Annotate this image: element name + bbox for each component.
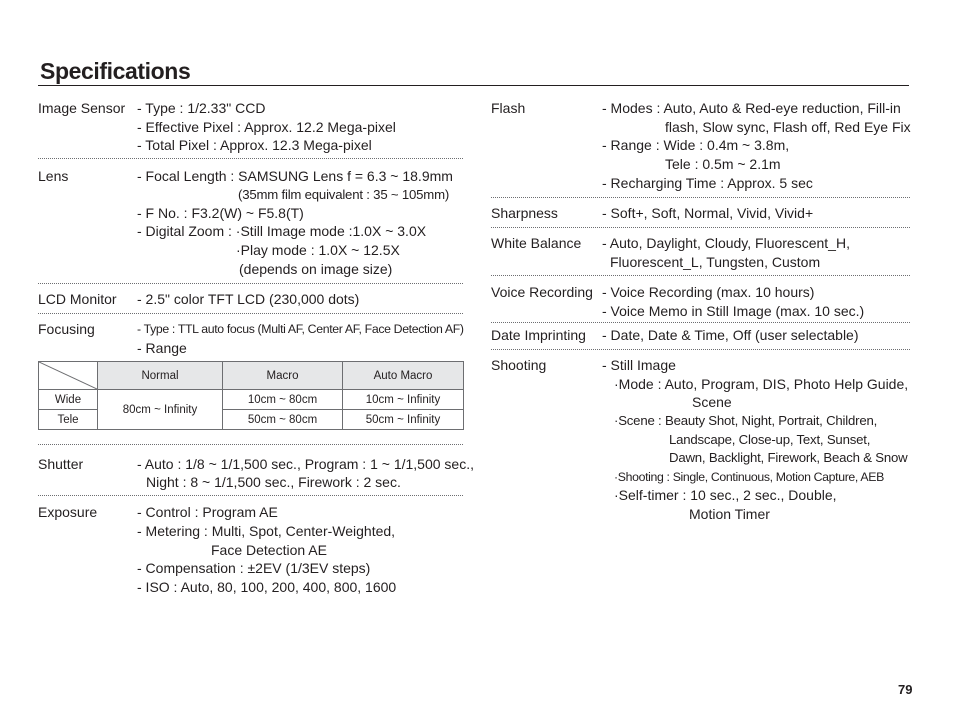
date-imprinting-line: - Date, Date & Time, Off (user selectable): [602, 327, 859, 343]
image-sensor-label: Image Sensor: [38, 100, 126, 116]
shooting-line: ·Self-timer : 10 sec., 2 sec., Double,: [614, 487, 837, 503]
shooting-line: Landscape, Close-up, Text, Sunset,: [669, 432, 871, 447]
shutter-line: Night : 8 ~ 1/1,500 sec., Firework : 2 sec.: [146, 474, 401, 490]
lens-line: (35mm film equivalent : 35 ~ 105mm): [238, 187, 450, 202]
table-header: Normal: [98, 362, 223, 390]
lens-line: - Focal Length : SAMSUNG Lens f = 6.3 ~ 18.9mm: [137, 168, 453, 184]
lens-line: - Digital Zoom : ·Still Image mode :1.0X ~ 3.0X: [137, 223, 427, 239]
table-cell: 10cm ~ 80cm: [223, 390, 343, 410]
flash-line: - Range : Wide : 0.4m ~ 3.8m,: [602, 137, 790, 153]
flash-line: flash, Slow sync, Flash off, Red Eye Fix: [665, 119, 911, 135]
white-balance-line: - Auto, Daylight, Cloudy, Fluorescent_H,: [602, 235, 850, 251]
table-cell: 80cm ~ Infinity: [98, 390, 223, 430]
shutter-label: Shutter: [38, 456, 84, 472]
table-header: Auto Macro: [343, 362, 464, 390]
lens-line: - F No. : F3.2(W) ~ F5.8(T): [137, 205, 304, 221]
table-cell: 50cm ~ 80cm: [223, 410, 343, 430]
dotted-divider: [491, 322, 910, 323]
lcd-line: - 2.5" color TFT LCD (230,000 dots): [137, 291, 360, 307]
flash-line: - Recharging Time : Approx. 5 sec: [602, 175, 813, 191]
exposure-line: - Metering : Multi, Spot, Center-Weighted,: [137, 523, 396, 539]
image-sensor-line: - Total Pixel : Approx. 12.3 Mega-pixel: [137, 137, 372, 153]
dotted-divider: [38, 444, 463, 445]
flash-line: - Modes : Auto, Auto & Red-eye reduction, Fill-in: [602, 100, 901, 116]
dotted-divider: [491, 227, 910, 228]
focusing-line: - Range: [137, 340, 187, 356]
dotted-divider: [491, 275, 910, 276]
focusing-line: - Type : TTL auto focus (Multi AF, Center AF, Face Detection AF): [137, 322, 464, 336]
flash-label: Flash: [491, 100, 526, 116]
dotted-divider: [38, 495, 463, 496]
shooting-line: ·Mode : Auto, Program, DIS, Photo Help Guide,: [614, 376, 909, 392]
diagonal-header-cell: [39, 362, 98, 390]
shutter-line: - Auto : 1/8 ~ 1/1,500 sec., Program : 1 ~ 1/1,500 sec.,: [137, 456, 474, 472]
dotted-divider: [38, 158, 463, 159]
table-cell: 10cm ~ Infinity: [343, 390, 464, 410]
title-rule: [38, 85, 909, 86]
table-row-label: Wide: [39, 390, 98, 410]
focus-range-table: [38, 361, 464, 430]
voice-recording-label: Voice Recording: [491, 284, 593, 300]
white-balance-label: White Balance: [491, 235, 582, 251]
sharpness-line: - Soft+, Soft, Normal, Vivid, Vivid+: [602, 205, 814, 221]
dotted-divider: [38, 283, 463, 284]
shooting-line: ·Shooting : Single, Continuous, Motion Capture, AEB: [614, 470, 884, 484]
shooting-line: Motion Timer: [689, 506, 770, 522]
date-imprinting-label: Date Imprinting: [491, 327, 586, 343]
table-header: Macro: [223, 362, 343, 390]
voice-recording-line: - Voice Memo in Still Image (max. 10 sec.): [602, 303, 865, 319]
sharpness-label: Sharpness: [491, 205, 558, 221]
shooting-line: - Still Image: [602, 357, 676, 373]
dotted-divider: [38, 313, 463, 314]
table-row: [39, 390, 464, 410]
image-sensor-line: - Effective Pixel : Approx. 12.2 Mega-pixel: [137, 119, 396, 135]
table-cell: 50cm ~ Infinity: [343, 410, 464, 430]
shooting-line: Dawn, Backlight, Firework, Beach & Snow: [669, 450, 908, 465]
lens-line: ·Play mode : 1.0X ~ 12.5X: [236, 242, 400, 258]
page-number: 79: [898, 682, 913, 697]
shooting-line: Scene: [692, 394, 732, 410]
shooting-label: Shooting: [491, 357, 547, 373]
white-balance-line: Fluorescent_L, Tungsten, Custom: [610, 254, 821, 270]
flash-line: Tele : 0.5m ~ 2.1m: [665, 156, 781, 172]
dotted-divider: [491, 349, 910, 350]
exposure-line: - Compensation : ±2EV (1/3EV steps): [137, 560, 371, 576]
voice-recording-line: - Voice Recording (max. 10 hours): [602, 284, 815, 300]
lcd-label: LCD Monitor: [38, 291, 117, 307]
exposure-label: Exposure: [38, 504, 98, 520]
exposure-line: Face Detection AE: [211, 542, 327, 558]
page-title: Specifications: [40, 58, 191, 84]
exposure-line: - ISO : Auto, 80, 100, 200, 400, 800, 1600: [137, 579, 397, 595]
table-row-label: Tele: [39, 410, 98, 430]
shooting-line: ·Scene : Beauty Shot, Night, Portrait, Children,: [614, 413, 878, 428]
focusing-label: Focusing: [38, 321, 95, 337]
diagonal-line: [39, 362, 97, 389]
lens-line: (depends on image size): [239, 261, 393, 277]
lens-label: Lens: [38, 168, 69, 184]
exposure-line: - Control : Program AE: [137, 504, 278, 520]
dotted-divider: [491, 197, 910, 198]
image-sensor-line: - Type : 1/2.33" CCD: [137, 100, 266, 116]
